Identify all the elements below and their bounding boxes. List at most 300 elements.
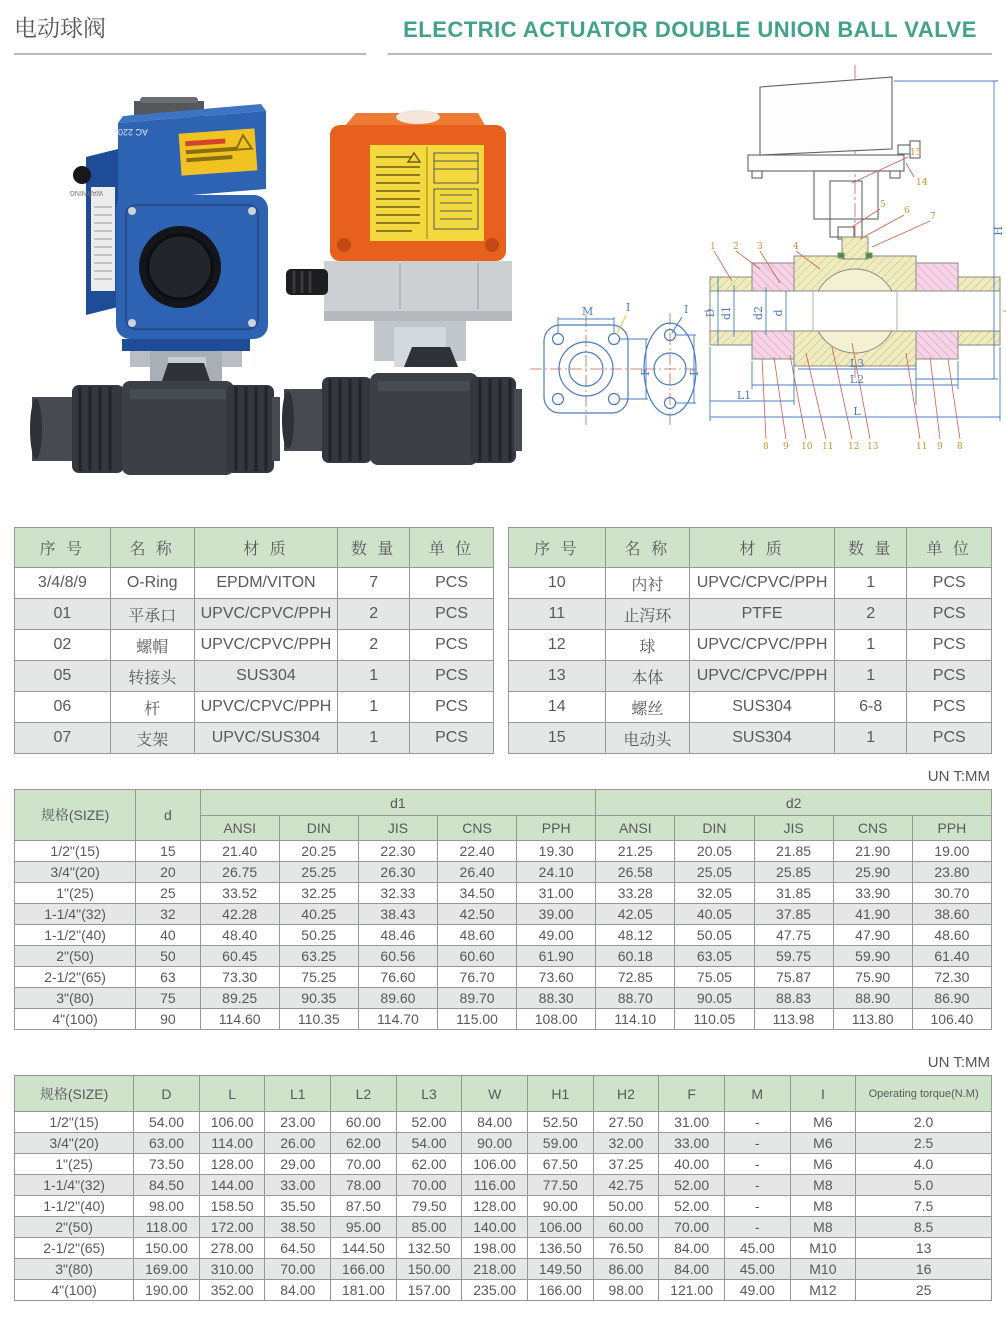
table-cell: 14 bbox=[509, 692, 606, 723]
table-row bbox=[15, 1009, 992, 1030]
page-title-en: ELECTRIC ACTUATOR DOUBLE UNION BALL VALVE bbox=[388, 15, 992, 55]
column-header: CNS bbox=[833, 816, 912, 841]
table-row bbox=[15, 723, 494, 754]
table-cell: 90.00 bbox=[528, 1196, 594, 1217]
dim-label-d2: d2 bbox=[752, 305, 765, 321]
d1-cell: 49.00 bbox=[517, 925, 596, 946]
table-cell: 29.00 bbox=[265, 1154, 331, 1175]
table-cell: 电动头 bbox=[605, 723, 690, 754]
table-row bbox=[509, 692, 992, 723]
table-cell: 16 bbox=[856, 1259, 992, 1280]
d2-cell: 23.80 bbox=[912, 862, 991, 883]
table-cell: 支架 bbox=[110, 723, 194, 754]
d1-cell: 21.40 bbox=[200, 841, 279, 862]
table-cell: 50.00 bbox=[593, 1196, 659, 1217]
d2-cell: 106.40 bbox=[912, 1009, 991, 1030]
product-photo-orange-actuator-valve bbox=[282, 95, 522, 480]
table-cell: 转接头 bbox=[110, 661, 194, 692]
table-cell: - bbox=[724, 1175, 790, 1196]
column-header: H1 bbox=[528, 1076, 594, 1112]
callout-11b: 11 bbox=[916, 442, 928, 452]
table-row bbox=[15, 967, 992, 988]
d2-cell: 19.00 bbox=[912, 841, 991, 862]
table-cell: M10 bbox=[790, 1238, 856, 1259]
table-cell: 79.50 bbox=[396, 1196, 462, 1217]
table-cell: PCS bbox=[907, 599, 992, 630]
callout-8: 8 bbox=[763, 442, 769, 452]
callout-2: 2 bbox=[733, 242, 739, 252]
unit-note: UN T:MM bbox=[927, 1054, 990, 1071]
d2-cell: 88.70 bbox=[596, 988, 675, 1009]
d2-cell: 25.05 bbox=[675, 862, 754, 883]
page-header bbox=[14, 8, 992, 55]
dim-label-L2: L2 bbox=[849, 373, 865, 386]
table-cell: 27.50 bbox=[593, 1112, 659, 1133]
table-cell: 106.00 bbox=[528, 1217, 594, 1238]
parts-table-header-row bbox=[509, 528, 992, 568]
table-cell: PCS bbox=[907, 723, 992, 754]
table-cell: 136.50 bbox=[528, 1238, 594, 1259]
d-cell: 25 bbox=[136, 883, 200, 904]
d2-cell: 86.90 bbox=[912, 988, 991, 1009]
table-cell: 2"(50) bbox=[15, 1217, 134, 1238]
table-cell: 2.0 bbox=[856, 1112, 992, 1133]
table-row bbox=[15, 841, 992, 862]
column-header: 单 位 bbox=[410, 528, 494, 568]
table-cell: 278.00 bbox=[199, 1238, 265, 1259]
table-cell: UPVC/CPVC/PPH bbox=[690, 661, 835, 692]
d2-cell: 88.83 bbox=[754, 988, 833, 1009]
callout-7: 7 bbox=[930, 212, 936, 222]
table-cell: 166.00 bbox=[331, 1259, 397, 1280]
table-row bbox=[15, 630, 494, 661]
d1-cell: 88.30 bbox=[517, 988, 596, 1009]
table-cell: 114.00 bbox=[199, 1133, 265, 1154]
table-cell: 1-1/4"(32) bbox=[15, 1175, 134, 1196]
d2-cell: 21.85 bbox=[754, 841, 833, 862]
d1-cell: 38.43 bbox=[358, 904, 437, 925]
dim-table-group-header-row bbox=[15, 790, 992, 816]
dim-label-f: F bbox=[639, 368, 652, 376]
table-cell: SUS304 bbox=[690, 723, 835, 754]
table-cell: 13 bbox=[509, 661, 606, 692]
table-cell: M8 bbox=[790, 1175, 856, 1196]
column-header-d: d bbox=[136, 790, 200, 841]
d2-cell: 50.05 bbox=[675, 925, 754, 946]
d2-cell: 88.90 bbox=[833, 988, 912, 1009]
flange-drawing bbox=[522, 273, 702, 458]
table-cell: 杆 bbox=[110, 692, 194, 723]
parts-table-1 bbox=[14, 527, 494, 754]
table-cell: 13 bbox=[856, 1238, 992, 1259]
d2-cell: 61.40 bbox=[912, 946, 991, 967]
table-cell: 52.00 bbox=[659, 1196, 725, 1217]
d-cell: 32 bbox=[136, 904, 200, 925]
table-cell: 59.00 bbox=[528, 1133, 594, 1154]
d2-cell: 30.70 bbox=[912, 883, 991, 904]
d2-cell: 60.18 bbox=[596, 946, 675, 967]
size-cell: 1-1/4"(32) bbox=[15, 904, 136, 925]
table-cell: 23.00 bbox=[265, 1112, 331, 1133]
table-cell: 144.50 bbox=[331, 1238, 397, 1259]
warning-label: WARNING bbox=[69, 189, 103, 196]
table-cell: 33.00 bbox=[659, 1133, 725, 1154]
table-cell: 45.00 bbox=[724, 1238, 790, 1259]
d1-cell: 76.60 bbox=[358, 967, 437, 988]
d1-cell: 48.60 bbox=[438, 925, 517, 946]
column-header: 名 称 bbox=[110, 528, 194, 568]
dim-table-header-row bbox=[15, 1076, 992, 1112]
column-header: CNS bbox=[438, 816, 517, 841]
d2-cell: 75.90 bbox=[833, 967, 912, 988]
table-cell: 25 bbox=[856, 1280, 992, 1301]
table-cell: 31.00 bbox=[659, 1112, 725, 1133]
table-cell: 118.00 bbox=[134, 1217, 200, 1238]
d2-cell: 32.05 bbox=[675, 883, 754, 904]
table-cell: 平承口 bbox=[110, 599, 194, 630]
table-row bbox=[15, 988, 992, 1009]
column-header: 数 量 bbox=[338, 528, 410, 568]
cross-section-drawing bbox=[702, 59, 1006, 459]
d2-cell: 26.58 bbox=[596, 862, 675, 883]
table-row bbox=[15, 904, 992, 925]
column-header: 材 质 bbox=[690, 528, 835, 568]
table-row bbox=[15, 1217, 992, 1238]
table-cell: - bbox=[724, 1133, 790, 1154]
table-cell: 15 bbox=[509, 723, 606, 754]
table-cell: 150.00 bbox=[396, 1259, 462, 1280]
table-cell: M6 bbox=[790, 1112, 856, 1133]
d1-cell: 40.25 bbox=[279, 904, 358, 925]
table-cell: UPVC/CPVC/PPH bbox=[194, 599, 338, 630]
dim-label-m: M bbox=[582, 305, 594, 318]
d1-cell: 19.30 bbox=[517, 841, 596, 862]
d2-cell: 110.05 bbox=[675, 1009, 754, 1030]
table-cell: 157.00 bbox=[396, 1280, 462, 1301]
callout-3: 3 bbox=[757, 242, 763, 252]
table-cell: 5.0 bbox=[856, 1175, 992, 1196]
table-cell: 1/2"(15) bbox=[15, 1112, 134, 1133]
table-cell: 2 bbox=[338, 599, 410, 630]
table-row bbox=[15, 661, 494, 692]
table-cell: 78.00 bbox=[331, 1175, 397, 1196]
dim-table-2 bbox=[14, 1075, 992, 1301]
table-row bbox=[509, 568, 992, 599]
d1-cell: 31.00 bbox=[517, 883, 596, 904]
table-cell: 05 bbox=[15, 661, 111, 692]
callout-4: 4 bbox=[793, 242, 799, 252]
product-photo-blue-actuator-valve bbox=[30, 95, 280, 480]
callout-11: 11 bbox=[822, 442, 834, 452]
table-cell: 144.00 bbox=[199, 1175, 265, 1196]
column-header: L1 bbox=[265, 1076, 331, 1112]
media-strip bbox=[14, 55, 1005, 507]
callout-13: 13 bbox=[867, 442, 879, 452]
table-cell: 121.00 bbox=[659, 1280, 725, 1301]
column-header: L bbox=[199, 1076, 265, 1112]
table-row bbox=[509, 661, 992, 692]
d2-cell: 48.60 bbox=[912, 925, 991, 946]
table-cell: 198.00 bbox=[462, 1238, 528, 1259]
table-cell: 1 bbox=[835, 661, 907, 692]
callout-10: 10 bbox=[801, 442, 813, 452]
dim-label-i2: I bbox=[684, 303, 689, 316]
table-cell: 02 bbox=[15, 630, 111, 661]
table-cell: PCS bbox=[410, 630, 494, 661]
d2-cell: 41.90 bbox=[833, 904, 912, 925]
table-cell: 140.00 bbox=[462, 1217, 528, 1238]
table-cell: 70.00 bbox=[396, 1175, 462, 1196]
table-cell: 42.75 bbox=[593, 1175, 659, 1196]
table-cell: 60.00 bbox=[331, 1112, 397, 1133]
column-header: DIN bbox=[279, 816, 358, 841]
d2-cell: 48.12 bbox=[596, 925, 675, 946]
table-cell: M8 bbox=[790, 1217, 856, 1238]
table-cell: 7.5 bbox=[856, 1196, 992, 1217]
table-row bbox=[15, 1196, 992, 1217]
callout-15: 15 bbox=[910, 148, 922, 158]
table-cell: 32.00 bbox=[593, 1133, 659, 1154]
column-header: D bbox=[134, 1076, 200, 1112]
table-cell: 62.00 bbox=[396, 1154, 462, 1175]
table-cell: 84.50 bbox=[134, 1175, 200, 1196]
table-cell: 158.50 bbox=[199, 1196, 265, 1217]
dim-label-f2: F bbox=[688, 368, 701, 376]
table-cell: 150.00 bbox=[134, 1238, 200, 1259]
d1-cell: 26.75 bbox=[200, 862, 279, 883]
table-cell: - bbox=[724, 1217, 790, 1238]
table-cell: 106.00 bbox=[462, 1154, 528, 1175]
table-cell: - bbox=[724, 1154, 790, 1175]
table-cell: 106.00 bbox=[199, 1112, 265, 1133]
callout-6: 6 bbox=[904, 206, 910, 216]
d1-cell: 114.60 bbox=[200, 1009, 279, 1030]
table-row bbox=[15, 599, 494, 630]
page-title-cn: 电动球阀 bbox=[14, 8, 366, 55]
table-cell: PCS bbox=[410, 661, 494, 692]
table-row bbox=[15, 692, 494, 723]
parts-table-header-row bbox=[15, 528, 494, 568]
column-header: L3 bbox=[396, 1076, 462, 1112]
d-cell: 20 bbox=[136, 862, 200, 883]
d1-cell: 50.25 bbox=[279, 925, 358, 946]
table-cell: SUS304 bbox=[690, 692, 835, 723]
table-cell: 84.00 bbox=[462, 1112, 528, 1133]
d1-cell: 42.28 bbox=[200, 904, 279, 925]
table-cell: 1 bbox=[835, 568, 907, 599]
table-cell: 166.00 bbox=[528, 1280, 594, 1301]
table-cell: M12 bbox=[790, 1280, 856, 1301]
table-cell: 52.50 bbox=[528, 1112, 594, 1133]
table-cell: M8 bbox=[790, 1196, 856, 1217]
d2-cell: 21.25 bbox=[596, 841, 675, 862]
voltage-label: AC 220V bbox=[111, 127, 148, 137]
column-header: 序 号 bbox=[509, 528, 606, 568]
table-cell: 11 bbox=[509, 599, 606, 630]
table-cell: 螺丝 bbox=[605, 692, 690, 723]
table-row bbox=[509, 723, 992, 754]
d1-cell: 73.60 bbox=[517, 967, 596, 988]
column-header: ANSI bbox=[596, 816, 675, 841]
table-cell: PCS bbox=[907, 568, 992, 599]
callout-12: 12 bbox=[848, 442, 860, 452]
table-cell: 1 bbox=[338, 692, 410, 723]
table-cell: 3/4"(20) bbox=[15, 1133, 134, 1154]
column-header: 规格(SIZE) bbox=[15, 1076, 134, 1112]
d2-cell: 31.85 bbox=[754, 883, 833, 904]
table-cell: - bbox=[724, 1112, 790, 1133]
table-cell: 1"(25) bbox=[15, 1154, 134, 1175]
d1-cell: 33.52 bbox=[200, 883, 279, 904]
d1-cell: 61.90 bbox=[517, 946, 596, 967]
d1-cell: 42.50 bbox=[438, 904, 517, 925]
table-cell: 60.00 bbox=[593, 1217, 659, 1238]
table-row bbox=[15, 1238, 992, 1259]
table-cell: 149.50 bbox=[528, 1259, 594, 1280]
table-cell: 54.00 bbox=[396, 1133, 462, 1154]
table-cell: 2.5 bbox=[856, 1133, 992, 1154]
table-cell: 190.00 bbox=[134, 1280, 200, 1301]
d1-cell: 22.40 bbox=[438, 841, 517, 862]
parts-table-2 bbox=[508, 527, 992, 754]
d1-cell: 26.30 bbox=[358, 862, 437, 883]
table-cell: M6 bbox=[790, 1154, 856, 1175]
column-header: PPH bbox=[517, 816, 596, 841]
d2-cell: 72.30 bbox=[912, 967, 991, 988]
d2-cell: 21.90 bbox=[833, 841, 912, 862]
table-cell: PCS bbox=[907, 630, 992, 661]
table-cell: PTFE bbox=[690, 599, 835, 630]
table-cell: 3/4/8/9 bbox=[15, 568, 111, 599]
callout-14: 14 bbox=[916, 178, 928, 188]
table-cell: 45.00 bbox=[724, 1259, 790, 1280]
d2-cell: 114.10 bbox=[596, 1009, 675, 1030]
group-header: d2 bbox=[596, 790, 992, 816]
size-cell: 1-1/2"(40) bbox=[15, 925, 136, 946]
d2-cell: 63.05 bbox=[675, 946, 754, 967]
table-cell: PCS bbox=[410, 599, 494, 630]
table-cell: 1 bbox=[338, 723, 410, 754]
table-cell: 85.00 bbox=[396, 1217, 462, 1238]
d2-cell: 33.90 bbox=[833, 883, 912, 904]
table-cell: 49.00 bbox=[724, 1280, 790, 1301]
table-cell: 52.00 bbox=[396, 1112, 462, 1133]
table-cell: EPDM/VITON bbox=[194, 568, 338, 599]
table-cell: 本体 bbox=[605, 661, 690, 692]
d-cell: 90 bbox=[136, 1009, 200, 1030]
table-cell: UPVC/CPVC/PPH bbox=[194, 692, 338, 723]
table-cell: 98.00 bbox=[134, 1196, 200, 1217]
d1-cell: 48.40 bbox=[200, 925, 279, 946]
table-row bbox=[15, 1280, 992, 1301]
column-header: 名 称 bbox=[605, 528, 690, 568]
dim-label-L1: L1 bbox=[736, 389, 752, 402]
size-cell: 4"(100) bbox=[15, 1009, 136, 1030]
table-cell: 86.00 bbox=[593, 1259, 659, 1280]
d1-cell: 75.25 bbox=[279, 967, 358, 988]
dim-label-L: L bbox=[853, 405, 861, 418]
d1-cell: 89.60 bbox=[358, 988, 437, 1009]
table-cell: 77.50 bbox=[528, 1175, 594, 1196]
dim-table-1 bbox=[14, 789, 992, 1030]
table-cell: PCS bbox=[907, 692, 992, 723]
column-header: 数 量 bbox=[835, 528, 907, 568]
table-cell: 98.00 bbox=[593, 1280, 659, 1301]
table-cell: 6-8 bbox=[835, 692, 907, 723]
table-cell: PCS bbox=[410, 723, 494, 754]
table-cell: 33.00 bbox=[265, 1175, 331, 1196]
table-row bbox=[15, 1175, 992, 1196]
table-cell: 8.5 bbox=[856, 1217, 992, 1238]
table-cell: PCS bbox=[410, 568, 494, 599]
valve-section bbox=[710, 237, 1000, 366]
size-cell: 3"(80) bbox=[15, 988, 136, 1009]
d2-cell: 25.85 bbox=[754, 862, 833, 883]
table-cell: 218.00 bbox=[462, 1259, 528, 1280]
table-cell: UPVC/CPVC/PPH bbox=[690, 568, 835, 599]
table-cell: 40.00 bbox=[659, 1154, 725, 1175]
d2-cell: 59.90 bbox=[833, 946, 912, 967]
d2-cell: 75.05 bbox=[675, 967, 754, 988]
d-cell: 50 bbox=[136, 946, 200, 967]
table-cell: 26.00 bbox=[265, 1133, 331, 1154]
d1-cell: 32.33 bbox=[358, 883, 437, 904]
table-cell: PCS bbox=[907, 661, 992, 692]
callout-9: 9 bbox=[783, 442, 789, 452]
d1-cell: 24.10 bbox=[517, 862, 596, 883]
size-cell: 1"(25) bbox=[15, 883, 136, 904]
d1-cell: 20.25 bbox=[279, 841, 358, 862]
table-cell: 1 bbox=[835, 630, 907, 661]
table-cell: 球 bbox=[605, 630, 690, 661]
d2-cell: 47.90 bbox=[833, 925, 912, 946]
table-row bbox=[15, 862, 992, 883]
d-cell: 63 bbox=[136, 967, 200, 988]
table-cell: M10 bbox=[790, 1259, 856, 1280]
column-header: PPH bbox=[912, 816, 991, 841]
dim-label-H: H bbox=[992, 226, 1005, 236]
d1-cell: 48.46 bbox=[358, 925, 437, 946]
d1-cell: 25.25 bbox=[279, 862, 358, 883]
d1-cell: 73.30 bbox=[200, 967, 279, 988]
table-cell: 63.00 bbox=[134, 1133, 200, 1154]
table-cell: 3"(80) bbox=[15, 1259, 134, 1280]
d1-cell: 60.45 bbox=[200, 946, 279, 967]
d1-cell: 60.60 bbox=[438, 946, 517, 967]
table-cell: 07 bbox=[15, 723, 111, 754]
table-cell: 84.00 bbox=[265, 1280, 331, 1301]
table-cell: 116.00 bbox=[462, 1175, 528, 1196]
column-header: H2 bbox=[593, 1076, 659, 1112]
table-cell: 84.00 bbox=[659, 1259, 725, 1280]
table-cell: 64.50 bbox=[265, 1238, 331, 1259]
table-row bbox=[15, 946, 992, 967]
d-cell: 75 bbox=[136, 988, 200, 1009]
dim-label-i: I bbox=[626, 301, 631, 314]
table-cell: PCS bbox=[410, 692, 494, 723]
table-cell: 90.00 bbox=[462, 1133, 528, 1154]
d2-cell: 113.98 bbox=[754, 1009, 833, 1030]
table-cell: 52.00 bbox=[659, 1175, 725, 1196]
table-cell: 235.00 bbox=[462, 1280, 528, 1301]
d2-cell: 90.05 bbox=[675, 988, 754, 1009]
callout-1: 1 bbox=[710, 242, 716, 252]
table-cell: SUS304 bbox=[194, 661, 338, 692]
size-cell: 3/4"(20) bbox=[15, 862, 136, 883]
dim-label-d1: d1 bbox=[720, 305, 733, 321]
table-cell: 1 bbox=[338, 661, 410, 692]
table-cell: UPVC/SUS304 bbox=[194, 723, 338, 754]
